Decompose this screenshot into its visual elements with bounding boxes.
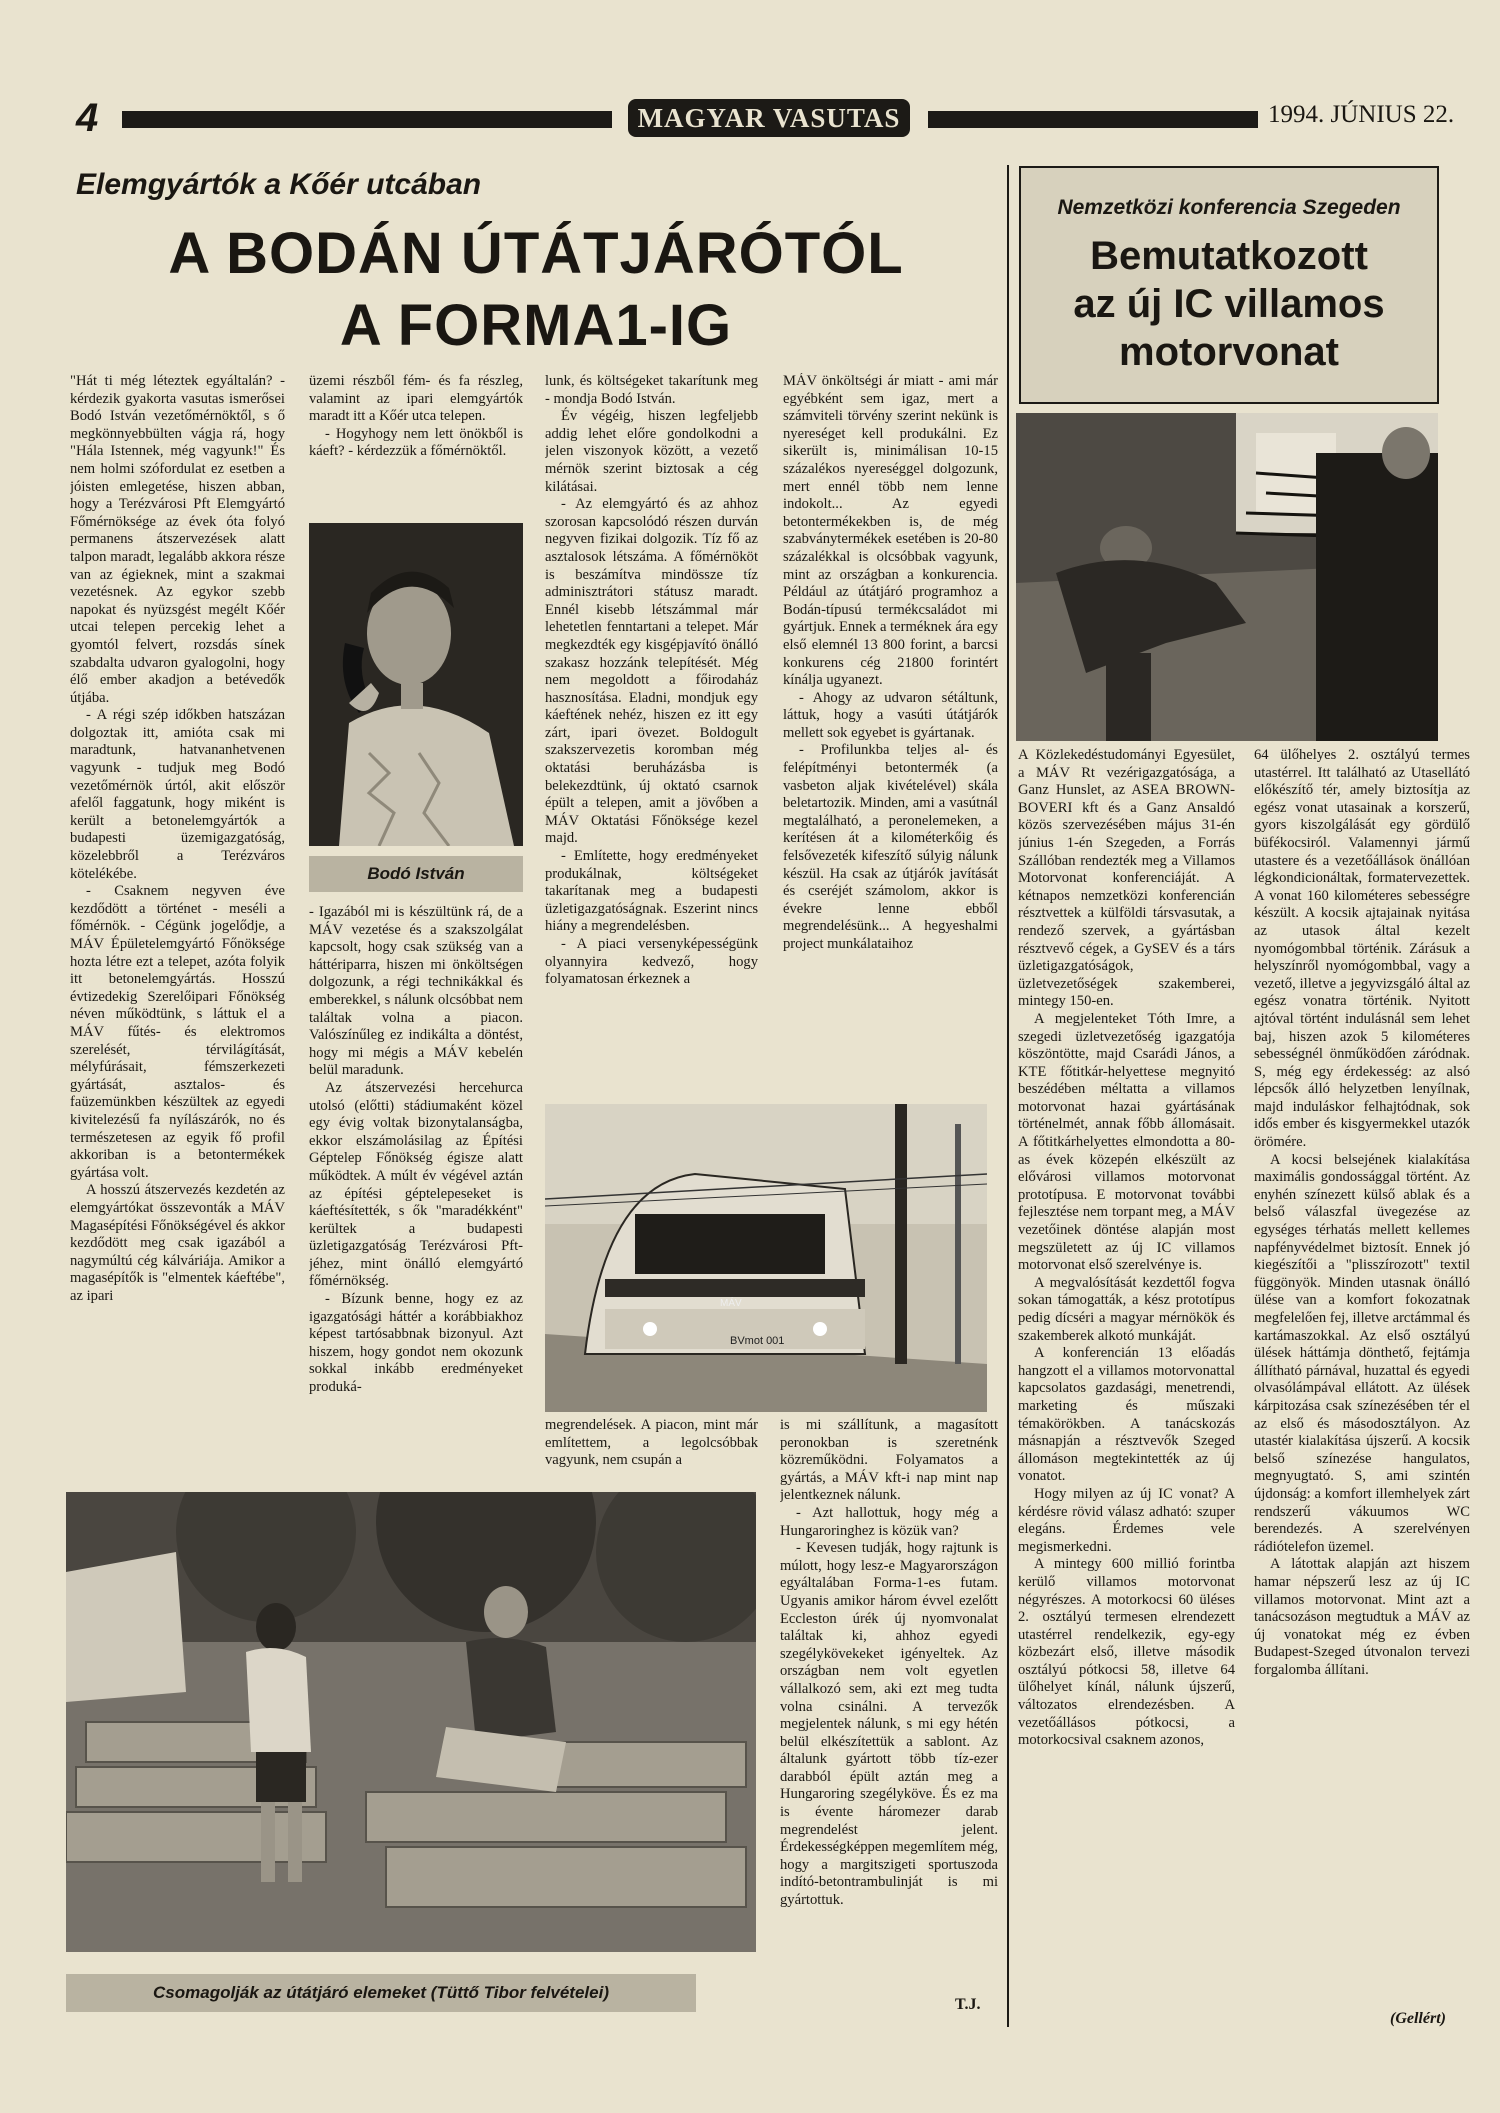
article-column-2-bottom — [309, 904, 523, 1465]
paragraph: Hogy milyen az új IC vonat? A kérdésre rövid válasz adható: szuper elegáns. Érdemes vele megismerkedni. — [1018, 1485, 1235, 1555]
paragraph: - Kevesen tudják, hogy rajtunk is múlott, hogy lesz-e Magyarországon egyáltalában Forma-1-es futam. Ugyanis amikor három évvel ezelőtt Eccleston úrék új nyomvonalat találtak ki, ahhoz egyedi szegélykövekeket igényeltek. Az országban nem volt egyetlen vállalkozó sem, aki ezt meg tudta volna csinálni. A tervezők megjelentek nálunk, s mi egy hétén belül elkészítettük a sablont. Az általunk gyártott több tíz-ezer darabból épült aztán meg a Hungaroring szegélyköve. És ez ma is évente háromezer darab megrendelést jelent. Érdekességképpen megemlítem még, hogy a margitszigeti sportuszoda indító-betontrambulinját is mi gyártottuk. — [780, 1540, 998, 1909]
paragraph: megrendelések. A piacon, mint már említettem, a legolcsóbbak vagyunk, nem csupán a — [545, 1417, 758, 1469]
sidebar-headline-line-2: az új IC villamos — [1073, 282, 1385, 326]
workers-photo — [66, 1492, 756, 1952]
article-column-1 — [70, 373, 285, 1465]
paragraph: 64 ülőhelyes 2. osztályú termes utastérrel. Itt található az Utasellátó előkészítő tér, amely biztosítja az egész vonat utasainak a korszerű, gyors kiszolgálását egy gördülő büfékocsiról. Valamennyi jármű utastere és a vezetőállások önállóan légkondicionáltak, formatervezettek. A vonat 160 kilométeres sebességre készült. A kocsik ajtajainak nyitása az utasok által kezelt nyomógombbal történik. Zárásuk a helyszínről nyomógombbal, vagy a vezető, illetve a jegyvizsgáló által az egész vonatra történik. Nyitott ajtóval történt indulásnál sem lehet baj, hiszen azok 5 kilométeres sebességnél önműködően záródnak. S, még egy érdekesség: az alsó lépcsők álló helyzetben lenyílnak, majd induláskor felhajtódnak, sok idős ember és kisgyermekkel utazók örömére. — [1254, 747, 1470, 1151]
paragraph: A megjelenteket Tóth Imre, a szegedi üzletvezetőség igazgatója köszöntötte, majd Csarádi János, a KTE főtitkár-helyettese megnyitó beszédében méltatta a villamos motorvonat hazai gyártásának történelmét, annak főbb állomásait. A főtitkárhelyettes elmondotta a 80-as évek közepén elkészült az elővárosi villamos motorvonat prototípusa. E motorvonat további fejlesztése nem torpant meg, a MÁV vezetőinek döntése alapján most megszületett az új IC villamos motorvonat első szerelvénye is. — [1018, 1010, 1235, 1274]
paragraph: - Igazából mi is készültünk rá, de a MÁV vezetése és a szakszolgálat kapcsolt, hogy csak szükség van a háttériparra, hiszen mi önköltségen dolgozunk, a régi technikákkal és emberekkel, s nálunk olcsóbbat nem találtak volna a piacon. Valószínűleg ez indikálta a döntést, hogy mi mégis a MÁV kebelén belül maradunk. — [309, 904, 523, 1079]
portrait-photo — [309, 523, 523, 846]
article-column-2-top — [309, 373, 523, 509]
issue-date: 1994. JÚNIUS 22. — [1268, 101, 1455, 128]
sidebar-headline — [1021, 232, 1437, 376]
workers-caption: Csomagolják az útátjáró elemeket (Tüttő Tibor felvételei) — [66, 1974, 696, 2012]
paragraph: "Hát ti még léteztek egyáltalán? - kérdezik gyakorta vasutas ismerősei Bodó István vezetőmérnöktől, s ő megkönnyebbülten vágja rá, hogy "Hála Istennek, még vagyunk!" És nem holmi szófordulat ez esetben a jóisten emlegetése, hiszen abban, hogy a Terézvárosi Pft Elemgyártó Főmérnöksége az évek óta folyó permanens átszervezések alatt talpon maradt, legalább akkora része van az égieknek, mint a szakmai vezetésnek. Az egykor szebb napokat és nyüzsgést megélt Kőér utcai telepen percekig lehet a gyomtól felvert, rozsdás sínek szabdalta udvaron gyalogolni, hogy élő ember akadjon a betévedők útjába. — [70, 373, 285, 706]
portrait-caption: Bodó István — [309, 856, 523, 892]
paragraph: - Profilunkba teljes al- és felépítményi betontermék (a vasbeton aljak kivételével) skála beletartozik. Minden, ami a vasútnál megtalálható, a peronelemeken, a kerítésen át a kilométerkőig és felsővezeték kifeszítő súlyig nálunk készül. Ha csak az útjárók javítását és cseréjét számolom, akkor is évekre lenne ebből megrendelésünk... A hegyeshalmi project munkálataihoz — [783, 742, 998, 952]
paragraph: A megvalósítását kezdettől fogva sokan támogatták, a kész prototípus pedig dícséri a magyar mérnökök és szakemberek alkotó munkáját. — [1018, 1274, 1235, 1344]
column-divider — [1007, 165, 1009, 2027]
article-column-3 — [545, 373, 758, 1099]
train-number-label: BVmot 001 — [730, 1335, 785, 1347]
paragraph: - Hogyhogy nem lett önökből is káeft? - kérdezzük a főmérnöktől. — [309, 425, 523, 460]
header-rule-right — [928, 111, 1258, 128]
paragraph: üzemi részből fém- és fa részleg, valamint az ipari elemgyártók maradt itt a Kőér utca telepen. — [309, 373, 523, 425]
sidebar-signature: (Gellért) — [1390, 2010, 1446, 2027]
paragraph: is mi szállítunk, a magasított peronokban is szeretnénk közreműködni. Folyamatos a gyártás, a MÁV kft-i nap mint nap jelentkeznek nálunk. — [780, 1417, 998, 1504]
header-rule-left — [122, 111, 612, 128]
paragraph: A látottak alapján azt hiszem hamar népszerű lesz az új IC villamos motorvonat. Mint azt a tanácsozáson megtudtuk a MÁV az új vonatokat még ez évben Budapest-Szeged útvonalon tervezi forgalomba állítani. — [1254, 1556, 1470, 1678]
paragraph: MÁV önköltségi ár miatt - ami már egyébként sem igaz, mert a számviteli törvény szerint nekünk is nyereséget kell produkálni. Ez sikerült is, minimálisan 10-15 százalékos nyereséggel dolgozunk, mert ennél több nem lenne indokolt... Az egyedi betontermékekben is, de még szabványtermékek esetében is 20-80 százalékkal is olcsóbbak vagyunk, mint az országban a konkurencia. Például az útátjáró programhoz a Bodán-típusú termékcsaládot mi gyártjuk. Ennek a terméknek ára egy első elemnél 13 800 forint, a barcsi konkurens cég 21800 forintért kínálja ugyanezt. — [783, 373, 998, 689]
paragraph: A mintegy 600 millió forintba kerülő villamos motorvonat négyrészes. A motorkocsi 60 üléses 2. osztályú termesen elrendezett utastérrel rendelkezik, egy-egy közbezárt első, illetve második osztályú pótkocsi 58, illetve 64 ülőhelyet kínál, nálunk újszerű, változatos elrendezésben. A vezetőállásos pótkocsi, a motorkocsival csaknem azonos, — [1018, 1556, 1235, 1749]
paragraph: - Ahogy az udvaron sétáltunk, láttuk, hogy a vasúti útátjárók mellett sok egyebet is gyártanak. — [783, 689, 998, 741]
paragraph: - A régi szép időkben hatszázan dolgoztak itt, amióta csak mi maradtunk, hatvananhetvenen vagyunk - tudjuk meg Bodó vezetőmérnök úrtól, akit először afelől faggatunk, hogy miként is került a betonelemgyártók a budapesti üzemigazgatóság, közelebbről a Terézváros kötelékébe. — [70, 707, 285, 882]
paragraph: Az átszervezési hercehurca utolsó (előtti) stádiumaként közel egy évig voltak bizonytalanságba, ekkor elszámolásilag az Építési Géptelep Főnökség égisze alatt működtek. A múlt év végével aztán az építési géptelepeseket is káeftésítették, s ők "maradékként" kerültek a budapesti üzletigazgatóság Terézvárosi Pft-jéhez, mint önálló elemgyártó főmérnökség. — [309, 1079, 523, 1290]
article-column-4 — [783, 373, 998, 1099]
article-headline — [76, 218, 996, 362]
train-brand-label: MÁV — [720, 1298, 742, 1309]
article-column-3-bottom — [545, 1417, 758, 1473]
paragraph: - Csaknem negyven éve kezdődött a történet - meséli a főmérnök. - Cégünk jogelődje, a MÁV Épületelemgyártó Főnöksége hozta létre ezt a telepet, azóta folyik itt betonelemgyártás. Hosszú évtizedekig Szerelőipari Főnökség néven működtünk, s láttuk el a MÁV fűtés- és elektromos szerelését, térvilágítását, mélyfúrásait, fémszerkezeti gyártását, asztalos- és faüzemünkben készültek az egyedi kivitelezésű fa nyílászárók, no és természetesen az egyik fő profil akkoriban is a betontermékek gyártása volt. — [70, 883, 285, 1181]
sidebar-headline-line-1: Bemutatkozott — [1090, 234, 1368, 278]
article-kicker: Elemgyártók a Kőér utcában — [76, 168, 482, 201]
sidebar-photo — [1016, 413, 1438, 741]
masthead: MAGYAR VASUTAS — [628, 99, 910, 137]
paragraph: A hosszú átszervezés kezdetén az elemgyártókat összevonták a MÁV Magasépítési Főnökségével és akkor kezdődött meg csak igazából a nagymúltú cég kálváriája. Amikor a magasépítők is "elmentek káeftébe", az ipari — [70, 1182, 285, 1304]
sidebar-column-1 — [1018, 747, 1235, 2027]
paragraph: - Azt hallottuk, hogy még a Hungaroringhez is közük van? — [780, 1504, 998, 1539]
article-signature: T.J. — [955, 1996, 981, 2013]
paragraph: - Említette, hogy eredményeket produkálnak, költségeket takarítanak meg a budapesti üzletigazgatóságnak. Eszerint nincs hiány a megrendelésben. — [545, 848, 758, 935]
sidebar-headline-line-3: motorvonat — [1119, 330, 1339, 374]
sidebar-headline-box — [1019, 166, 1439, 404]
paragraph: - A piaci versenyképességünk olyannyira kedvező, hogy folyamatosan érkeznek a — [545, 936, 758, 988]
sidebar-column-2 — [1254, 747, 1470, 1997]
paragraph: A kocsi belsejének kialakítása maximális gondossággal történt. Az enyhén színezett külső ablak és a belső válaszfal üvegezése az egységes térhatás mellett kellemes napfényvédelmet biztosít. Ennek jó kiegészítői a "plisszírozott" textil függönyök. Minden utasnak önálló ülése van a komfort fokozatnak megfelelően fej, illetve arctámmal és kartámaszokkal. Az első osztályú ülések háttámja dönthető, fejtámja állítható párnával, huzattal és egyedi olvasólámpával ellátott. Az ülések kárpitozása csak színezésében tér el az első és másodosztályon. Az utastér kialakítása újszerű. A kocsik belső színezése hangulatos, megnyugtató. S, ami szintén újdonság: a komfort illemhelyek zárt rendszerű vákuumos WC berendezés. A szerelvényen rádiótelefon üzemel. — [1254, 1151, 1470, 1555]
headline-line-2: A FORMA1-IG — [339, 293, 733, 358]
paragraph: - Az elemgyártó és az ahhoz szorosan kapcsolódó részen durván negyven fizikai dolgozik. Tíz fő az asztalosok létszáma. A főmérnököt is beszámítva mindössze tíz adminisztrátori státusz maradt. Ennél kisebb létszámmal már lehetetlen fenntartani a telepet. Már megkezdték egy kisgépjavító önálló szakasz hozzánk telepítését. Még nem megoldott a főirodaház hasznosítása. Eladni, mondjuk egy káeftének nehéz, hiszen ez itt egy zárt, ipari övezet. Boldogult szakszervezetis koromban még oktatási beruházásba is belekezdtünk, új oktató csarnok épült a telepen, amit a jövőben a MÁV Oktatási Főnöksége kezel majd. — [545, 496, 758, 847]
train-photo — [545, 1104, 987, 1412]
paragraph: Év végéig, hiszen legfeljebb addig lehet előre gondolkodni a jelen viszonyok között, a vezető mérnök szerint biztosak a cég kilátásai. — [545, 408, 758, 495]
headline-line-1: A BODÁN ÚTÁTJÁRÓTÓL — [168, 221, 904, 286]
paragraph: A Közlekedéstudományi Egyesület, a MÁV Rt vezérigazgatósága, a Ganz Hunslet, az ASEA BROWN- BOVERI kft és a Ganz Ansaldó közös szervezésében május 31-én június 1-én Szegeden, a Forrás Szállóban rendezték meg a Villamos Motorvonat konferenciáját. A kétnapos nemzetközi konferencián résztvettek a külföldi társvasutak, a rendező szervek, a gyártásban résztvevő cégek, a GySEV és a társ üzletigazgatóságok, üzletvezetőségek szakemberei, mintegy 150-en. — [1018, 747, 1235, 1010]
paragraph: lunk, és költségeket takarítunk meg - mondja Bodó István. — [545, 373, 758, 407]
paragraph: A konferencián 13 előadás hangzott el a villamos motorvonattal kapcsolatos gazdasági, menetrendi, marketing és műszaki témakörökben. A tanácskozás másnapján a résztvevők Szeged állomáson megtekintették az új vonatot. — [1018, 1345, 1235, 1485]
article-column-4-bottom — [780, 1417, 998, 1997]
paragraph: - Bízunk benne, hogy ez az igazgatósági háttér a korábbiakhoz képest tartósabbnak bizonyul. Azt hiszem, hogy gondot nem okozunk sokkal inkább eredményeket produká- — [309, 1291, 523, 1396]
page-number: 4 — [76, 96, 99, 140]
sidebar-kicker: Nemzetközi konferencia Szegeden — [1057, 196, 1401, 219]
